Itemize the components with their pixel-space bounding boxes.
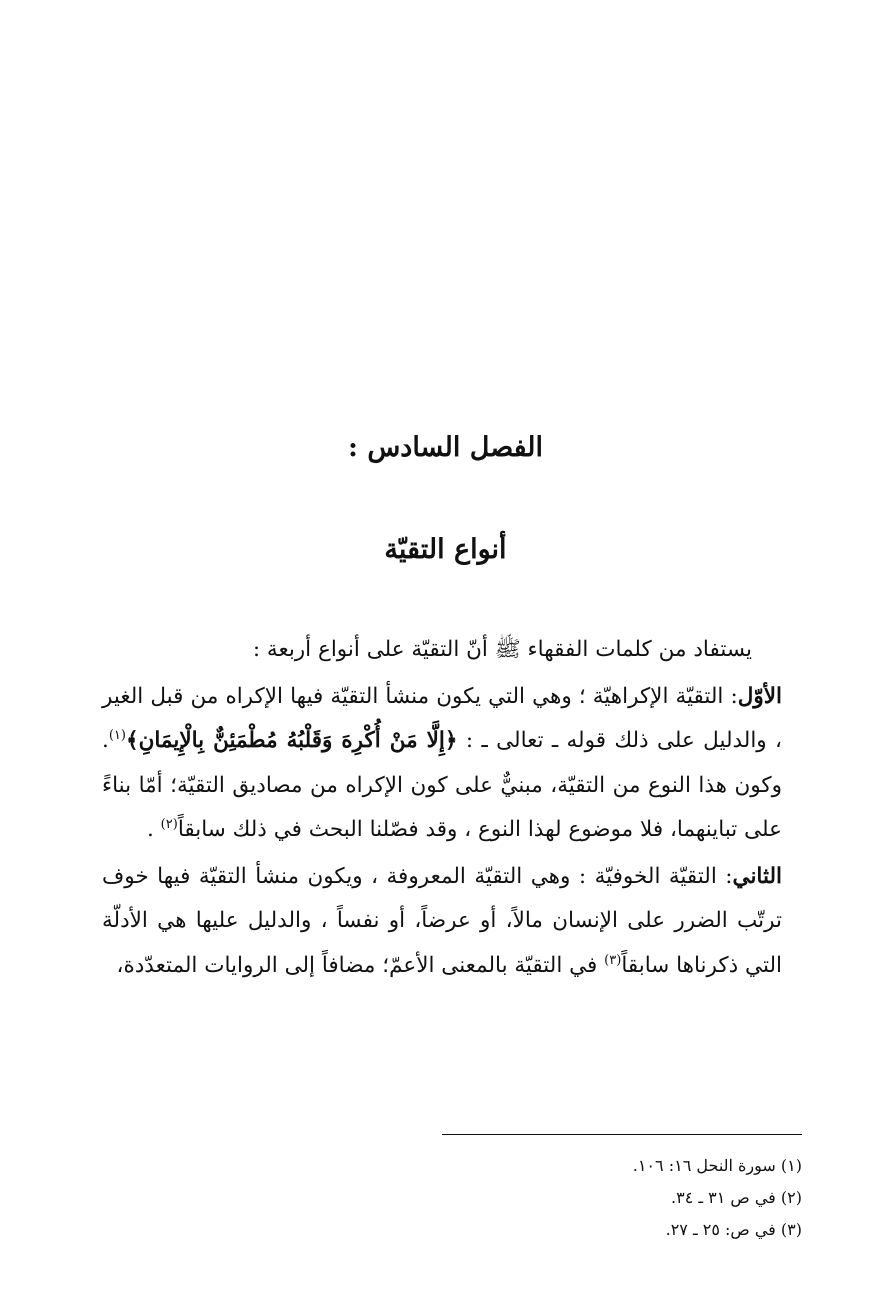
footnote-ref-1[interactable]: (١) [108,727,126,743]
footnote-ref-2[interactable]: (٢) [160,816,178,832]
term-first: الأوّل [737,683,782,709]
footnote-1: (١) سورة النحل ١٦: ١٠٦. [632,1156,802,1175]
footnote-divider [442,1134,802,1135]
first-type-text-continued: . وكون هذا النوع من التقيّة، مبنيٌّ على كون الإكراه من مصاديق التقيّة؛ أمّا بناءً على تباينهما، فلا موضوع لهذا النوع ، وقد فصّلنا البحث في ذلك سابقاً [102,728,782,842]
paragraph-first-type [102,675,782,853]
quran-verse: ﴿إِلَّا مَنْ أُكْرِهَ وَقَلْبُهُ مُطْمَئِنٌّ بِالْإِيمَانِ﴾ [125,728,458,753]
chapter-title: أنواع التقيّة [384,534,507,565]
body-text [102,628,782,988]
footnotes-list [302,1150,802,1246]
footnote-3: (٣) في ص: ٢٥ ـ ٢٧. [665,1220,802,1239]
intro-paragraph: يستفاد من كلمات الفقهاء ﷺ أنّ التقيّة على أنواع أربعة : [252,637,752,662]
footnote-2: (٢) في ص ٣١ ـ ٣٤. [671,1188,802,1207]
second-type-text: : التقيّة الخوفيّة : وهي التقيّة المعروفة ، ويكون منشأ التقيّة فيها خوف ترتّب الضرر على الإنسان مالاً، أو عرضاً، أو نفساً ، والدليل عليها هي الأدلّة التي ذكرناها سابقاً [102,863,782,978]
footnote-ref-3[interactable]: (٣) [604,952,622,968]
second-type-text-continued: في التقيّة بالمعنى الأعمّ؛ مضافاً إلى الروايات المتعدّدة، [116,952,605,978]
first-type-end: . [147,817,161,842]
first-type-text: : التقيّة الإكراهيّة ؛ وهي التي يكون منشأ التقيّة فيها الإكراه من قبل الغير ، والدليل على ذلك قوله ـ تعالى ـ : [102,683,782,753]
term-second: الثاني [732,863,782,889]
paragraph-second-type [102,855,782,989]
chapter-label: الفصل السادس : [347,432,544,463]
